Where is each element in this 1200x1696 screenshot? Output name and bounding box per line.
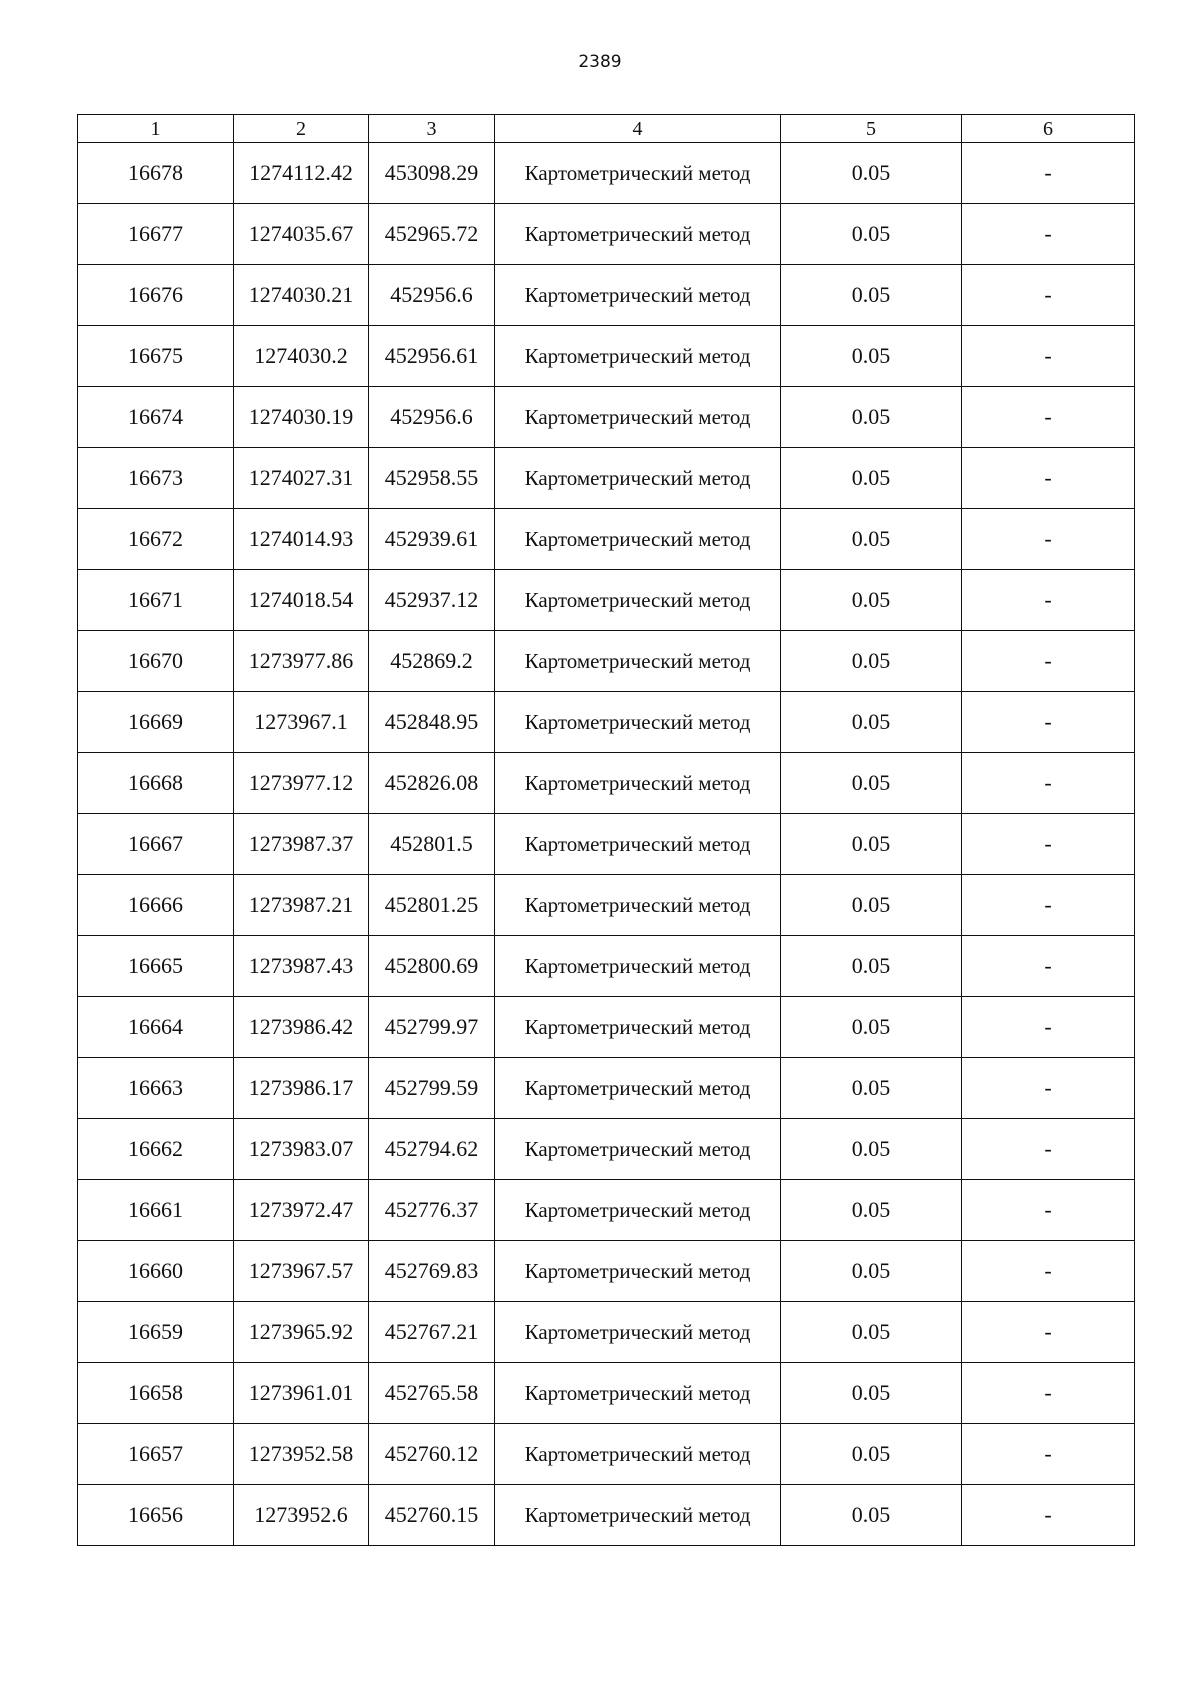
cell-method: Картометрический метод xyxy=(495,204,781,265)
cell-method: Картометрический метод xyxy=(495,143,781,204)
table-row xyxy=(78,1180,1135,1241)
table-row xyxy=(78,753,1135,814)
cell-accuracy: 0.05 xyxy=(781,143,962,204)
cell-accuracy: 0.05 xyxy=(781,1302,962,1363)
cell-coordinate-x: 1273983.07 xyxy=(234,1119,369,1180)
cell-method: Картометрический метод xyxy=(495,509,781,570)
cell-coordinate-x: 1273967.57 xyxy=(234,1241,369,1302)
cell-accuracy: 0.05 xyxy=(781,936,962,997)
cell-note: - xyxy=(962,1058,1135,1119)
cell-coordinate-y: 452965.72 xyxy=(369,204,495,265)
cell-note: - xyxy=(962,326,1135,387)
cell-note: - xyxy=(962,509,1135,570)
cell-method: Картометрический метод xyxy=(495,753,781,814)
cell-method: Картометрический метод xyxy=(495,1058,781,1119)
cell-point-number: 16676 xyxy=(78,265,234,326)
cell-coordinate-y: 452765.58 xyxy=(369,1363,495,1424)
cell-note: - xyxy=(962,814,1135,875)
table-row xyxy=(78,1363,1135,1424)
cell-accuracy: 0.05 xyxy=(781,875,962,936)
table-body xyxy=(78,143,1135,1546)
cell-point-number: 16669 xyxy=(78,692,234,753)
table-row xyxy=(78,1241,1135,1302)
cell-method: Картометрический метод xyxy=(495,265,781,326)
cell-coordinate-x: 1274030.19 xyxy=(234,387,369,448)
cell-accuracy: 0.05 xyxy=(781,570,962,631)
cell-coordinate-y: 452826.08 xyxy=(369,753,495,814)
cell-coordinate-x: 1273967.1 xyxy=(234,692,369,753)
cell-method: Картометрический метод xyxy=(495,1424,781,1485)
cell-accuracy: 0.05 xyxy=(781,631,962,692)
cell-coordinate-x: 1273977.12 xyxy=(234,753,369,814)
table-row xyxy=(78,936,1135,997)
cell-point-number: 16675 xyxy=(78,326,234,387)
cell-method: Картометрический метод xyxy=(495,997,781,1058)
cell-note: - xyxy=(962,143,1135,204)
table-row xyxy=(78,1302,1135,1363)
cell-coordinate-y: 452776.37 xyxy=(369,1180,495,1241)
cell-accuracy: 0.05 xyxy=(781,204,962,265)
cell-accuracy: 0.05 xyxy=(781,1180,962,1241)
cell-coordinate-x: 1274035.67 xyxy=(234,204,369,265)
cell-point-number: 16664 xyxy=(78,997,234,1058)
cell-accuracy: 0.05 xyxy=(781,1241,962,1302)
cell-coordinate-x: 1273986.42 xyxy=(234,997,369,1058)
table-row xyxy=(78,265,1135,326)
cell-coordinate-y: 452799.59 xyxy=(369,1058,495,1119)
cell-point-number: 16663 xyxy=(78,1058,234,1119)
cell-method: Картометрический метод xyxy=(495,814,781,875)
cell-coordinate-y: 452848.95 xyxy=(369,692,495,753)
cell-accuracy: 0.05 xyxy=(781,692,962,753)
cell-note: - xyxy=(962,936,1135,997)
cell-coordinate-y: 452767.21 xyxy=(369,1302,495,1363)
cell-coordinate-y: 452760.12 xyxy=(369,1424,495,1485)
cell-method: Картометрический метод xyxy=(495,1485,781,1546)
column-header-1: 1 xyxy=(78,115,234,143)
cell-coordinate-y: 452958.55 xyxy=(369,448,495,509)
cell-coordinate-x: 1273952.6 xyxy=(234,1485,369,1546)
cell-coordinate-x: 1274112.42 xyxy=(234,143,369,204)
cell-accuracy: 0.05 xyxy=(781,997,962,1058)
cell-coordinate-y: 452760.15 xyxy=(369,1485,495,1546)
cell-method: Картометрический метод xyxy=(495,570,781,631)
cell-method: Картометрический метод xyxy=(495,936,781,997)
cell-method: Картометрический метод xyxy=(495,1241,781,1302)
cell-method: Картометрический метод xyxy=(495,1119,781,1180)
cell-method: Картометрический метод xyxy=(495,387,781,448)
cell-method: Картометрический метод xyxy=(495,875,781,936)
cell-coordinate-x: 1273972.47 xyxy=(234,1180,369,1241)
cell-accuracy: 0.05 xyxy=(781,814,962,875)
cell-coordinate-y: 452937.12 xyxy=(369,570,495,631)
cell-accuracy: 0.05 xyxy=(781,1363,962,1424)
cell-point-number: 16661 xyxy=(78,1180,234,1241)
cell-note: - xyxy=(962,1180,1135,1241)
cell-note: - xyxy=(962,997,1135,1058)
cell-point-number: 16678 xyxy=(78,143,234,204)
cell-coordinate-y: 453098.29 xyxy=(369,143,495,204)
cell-coordinate-x: 1273965.92 xyxy=(234,1302,369,1363)
coordinates-table xyxy=(77,114,1135,1546)
cell-note: - xyxy=(962,448,1135,509)
column-header-3: 3 xyxy=(369,115,495,143)
table-row xyxy=(78,387,1135,448)
cell-note: - xyxy=(962,631,1135,692)
cell-accuracy: 0.05 xyxy=(781,448,962,509)
cell-coordinate-x: 1274027.31 xyxy=(234,448,369,509)
cell-note: - xyxy=(962,1363,1135,1424)
cell-coordinate-x: 1273987.21 xyxy=(234,875,369,936)
cell-point-number: 16671 xyxy=(78,570,234,631)
cell-point-number: 16666 xyxy=(78,875,234,936)
cell-note: - xyxy=(962,875,1135,936)
table-row xyxy=(78,143,1135,204)
cell-note: - xyxy=(962,204,1135,265)
table-row xyxy=(78,814,1135,875)
cell-coordinate-x: 1273952.58 xyxy=(234,1424,369,1485)
cell-method: Картометрический метод xyxy=(495,631,781,692)
cell-note: - xyxy=(962,1485,1135,1546)
cell-note: - xyxy=(962,570,1135,631)
cell-point-number: 16677 xyxy=(78,204,234,265)
cell-coordinate-x: 1274030.2 xyxy=(234,326,369,387)
cell-accuracy: 0.05 xyxy=(781,265,962,326)
cell-accuracy: 0.05 xyxy=(781,753,962,814)
table-header xyxy=(78,115,1135,143)
cell-accuracy: 0.05 xyxy=(781,1485,962,1546)
cell-coordinate-y: 452956.61 xyxy=(369,326,495,387)
column-header-2: 2 xyxy=(234,115,369,143)
table-row xyxy=(78,326,1135,387)
column-header-6: 6 xyxy=(962,115,1135,143)
cell-coordinate-y: 452801.5 xyxy=(369,814,495,875)
table-row xyxy=(78,631,1135,692)
cell-note: - xyxy=(962,753,1135,814)
cell-coordinate-x: 1273986.17 xyxy=(234,1058,369,1119)
table-row xyxy=(78,997,1135,1058)
cell-point-number: 16662 xyxy=(78,1119,234,1180)
cell-note: - xyxy=(962,1302,1135,1363)
table-row xyxy=(78,1485,1135,1546)
page-number: 2389 xyxy=(578,52,622,72)
cell-point-number: 16672 xyxy=(78,509,234,570)
cell-point-number: 16659 xyxy=(78,1302,234,1363)
cell-coordinate-x: 1274030.21 xyxy=(234,265,369,326)
cell-coordinate-x: 1273977.86 xyxy=(234,631,369,692)
cell-coordinate-y: 452956.6 xyxy=(369,265,495,326)
cell-coordinate-y: 452799.97 xyxy=(369,997,495,1058)
cell-coordinate-x: 1274014.93 xyxy=(234,509,369,570)
cell-coordinate-x: 1273961.01 xyxy=(234,1363,369,1424)
cell-coordinate-y: 452956.6 xyxy=(369,387,495,448)
cell-method: Картометрический метод xyxy=(495,1363,781,1424)
cell-point-number: 16674 xyxy=(78,387,234,448)
column-header-4: 4 xyxy=(495,115,781,143)
cell-method: Картометрический метод xyxy=(495,1302,781,1363)
cell-method: Картометрический метод xyxy=(495,692,781,753)
cell-accuracy: 0.05 xyxy=(781,1424,962,1485)
table-row xyxy=(78,570,1135,631)
cell-note: - xyxy=(962,692,1135,753)
table-row xyxy=(78,448,1135,509)
table-row xyxy=(78,692,1135,753)
cell-coordinate-y: 452869.2 xyxy=(369,631,495,692)
cell-note: - xyxy=(962,387,1135,448)
table-row xyxy=(78,1058,1135,1119)
table-row xyxy=(78,875,1135,936)
cell-method: Картометрический метод xyxy=(495,1180,781,1241)
cell-accuracy: 0.05 xyxy=(781,1058,962,1119)
cell-note: - xyxy=(962,265,1135,326)
cell-coordinate-x: 1273987.37 xyxy=(234,814,369,875)
table-row xyxy=(78,1119,1135,1180)
cell-coordinate-y: 452769.83 xyxy=(369,1241,495,1302)
table-row xyxy=(78,509,1135,570)
cell-accuracy: 0.05 xyxy=(781,326,962,387)
header-row xyxy=(78,115,1135,143)
column-header-5: 5 xyxy=(781,115,962,143)
cell-note: - xyxy=(962,1424,1135,1485)
cell-accuracy: 0.05 xyxy=(781,1119,962,1180)
table-row xyxy=(78,204,1135,265)
cell-method: Картометрический метод xyxy=(495,326,781,387)
cell-coordinate-y: 452794.62 xyxy=(369,1119,495,1180)
cell-coordinate-y: 452801.25 xyxy=(369,875,495,936)
cell-point-number: 16665 xyxy=(78,936,234,997)
cell-coordinate-x: 1274018.54 xyxy=(234,570,369,631)
cell-point-number: 16668 xyxy=(78,753,234,814)
cell-point-number: 16658 xyxy=(78,1363,234,1424)
cell-point-number: 16660 xyxy=(78,1241,234,1302)
cell-note: - xyxy=(962,1241,1135,1302)
cell-point-number: 16667 xyxy=(78,814,234,875)
cell-accuracy: 0.05 xyxy=(781,509,962,570)
cell-note: - xyxy=(962,1119,1135,1180)
table-row xyxy=(78,1424,1135,1485)
cell-accuracy: 0.05 xyxy=(781,387,962,448)
cell-coordinate-y: 452939.61 xyxy=(369,509,495,570)
cell-point-number: 16673 xyxy=(78,448,234,509)
cell-method: Картометрический метод xyxy=(495,448,781,509)
cell-coordinate-y: 452800.69 xyxy=(369,936,495,997)
cell-coordinate-x: 1273987.43 xyxy=(234,936,369,997)
cell-point-number: 16656 xyxy=(78,1485,234,1546)
cell-point-number: 16670 xyxy=(78,631,234,692)
cell-point-number: 16657 xyxy=(78,1424,234,1485)
